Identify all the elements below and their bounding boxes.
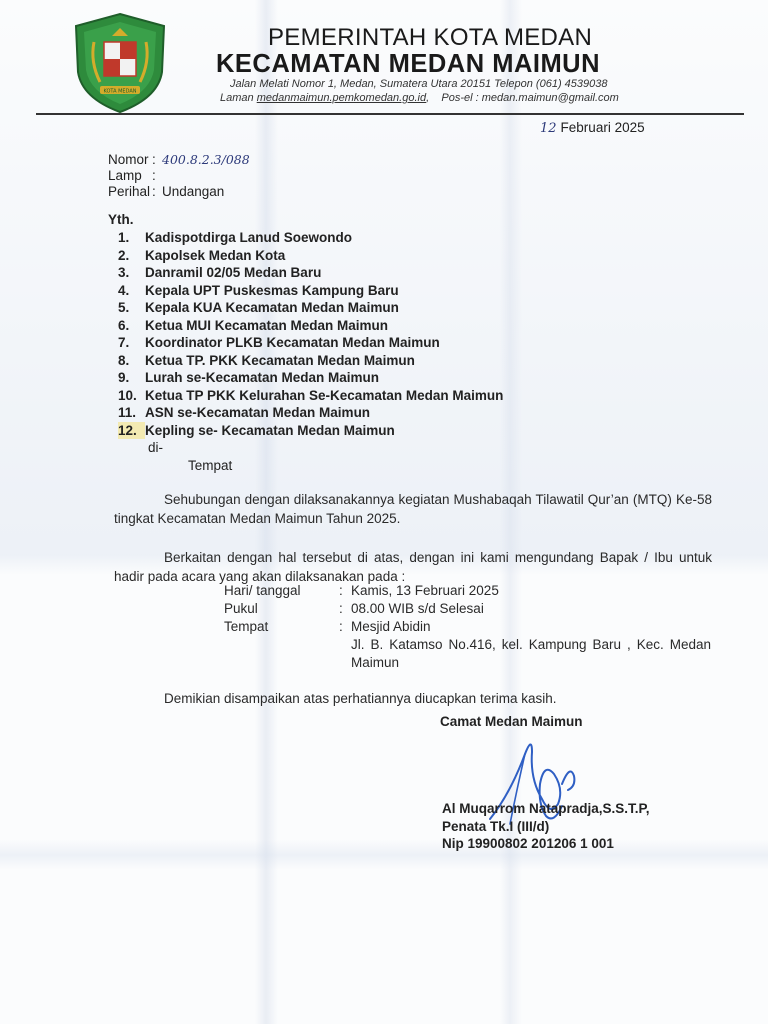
signatory-rank: Penata Tk.I (III/d): [442, 819, 550, 834]
email-address[interactable]: medan.maimun@gmail.com: [481, 92, 619, 104]
schedule-day-label: Hari/ tanggal: [224, 583, 301, 598]
recipient-list: [118, 229, 503, 439]
list-item: 7. Koordinator PLKB Kecamatan Medan Maimun: [118, 335, 440, 350]
logo-banner-text: KOTA MEDAN: [103, 88, 137, 95]
lamp-value: [162, 168, 250, 184]
body-paragraph-2: Berkaitan dengan hal tersebut di atas, dengan ini kami mengundang Bapak / Ibu untuk hadir pada acara yang akan dilaksanakan pada :: [114, 550, 712, 584]
list-item: 2. Kapolsek Medan Kota: [118, 247, 286, 263]
list-item: 4. Kepala UPT Puskesmas Kampung Baru: [118, 282, 399, 298]
schedule-place-value: Mesjid Abidin: [351, 619, 431, 634]
salutation: Yth.: [108, 212, 134, 227]
list-item: 11. ASN se-Kecamatan Medan Maimun: [118, 405, 371, 420]
list-item: 9. Lurah se-Kecamatan Medan Maimun: [118, 370, 380, 385]
event-schedule: Hari/ tanggal : Kamis, 13 Februari 2025 Pukul : 08.00 WIB s/d Selesai Tempat : Mesjid Abidin Jl. B. Katamso No.416, kel. Kampung Baru , Kec. Medan Maimun: [224, 583, 711, 670]
tempat-label: Tempat: [188, 458, 233, 473]
letterhead-divider: [36, 113, 744, 115]
letter-meta: Nomor : 400.8.2.3/088 Lamp : Perihal : Undangan: [108, 152, 250, 199]
closing-sentence: Demikian disampaikan atas perhatiannya diucapkan terima kasih.: [164, 691, 557, 706]
web-separator: ,: [426, 92, 430, 104]
di-label: di-: [148, 440, 164, 455]
list-item: 3. Danramil 02/05 Medan Baru: [118, 265, 322, 280]
list-item: 1. Kadispotdirga Lanud Soewondo: [118, 230, 352, 245]
city-emblem-logo: [70, 12, 170, 114]
handwritten-day: 12: [540, 121, 557, 136]
letterhead-government: PEMERINTAH KOTA MEDAN: [268, 24, 593, 51]
letterhead-address: Jalan Melati Nomor 1, Medan, Sumatera Utara 20151 Telepon (061) 4539038: [230, 78, 608, 90]
list-item: 12. Kepling se- Kecamatan Medan Maimun: [118, 422, 395, 438]
web-prefix: Laman: [220, 92, 257, 104]
perihal-label: Perihal: [108, 184, 151, 199]
email-label: Pos-el :: [441, 92, 482, 104]
signatory-nip: Nip 19900802 201206 1 001: [442, 836, 614, 851]
list-item: 5. Kepala KUA Kecamatan Medan Maimun: [118, 300, 399, 315]
letterhead-district: KECAMATAN MEDAN MAIMUN: [216, 50, 601, 78]
schedule-time-value: 08.00 WIB s/d Selesai: [351, 601, 484, 616]
schedule-place-address: Jl. B. Katamso No.416, kel. Kampung Baru , Kec. Medan Maimun: [351, 637, 711, 670]
signatory-name: Al Muqarrom Natapradja,S.S.T.P,: [442, 801, 650, 816]
list-item: 8. Ketua TP. PKK Kecamatan Medan Maimun: [118, 352, 415, 368]
list-item: 6. Ketua MUI Kecamatan Medan Maimun: [118, 317, 389, 333]
nomor-label: Nomor: [108, 152, 149, 167]
schedule-day-value: Kamis, 13 Februari 2025: [351, 583, 499, 598]
date-month-year: Februari 2025: [560, 120, 645, 135]
signatory-title: Camat Medan Maimun: [440, 714, 583, 729]
schedule-place-label: Tempat: [224, 619, 269, 634]
perihal-value: Undangan: [162, 184, 225, 199]
body-paragraph-1: Sehubungan dengan dilaksanakannya kegiatan Mushabaqah Tilawatil Qur’an (MTQ) Ke-58 tingkat Kecamatan Medan Maimun Tahun 2025.: [114, 492, 712, 526]
lamp-label: Lamp: [108, 168, 142, 183]
website-link[interactable]: medanmaimun.pemkomedan.go.id: [256, 92, 427, 104]
handwritten-signature: [470, 724, 600, 834]
letter-date: [540, 120, 645, 136]
nomor-value: 400.8.2.3/088: [162, 152, 250, 167]
list-item: 10. Ketua TP PKK Kelurahan Se-Kecamatan Medan Maimun: [118, 387, 504, 403]
letterhead-contact: [220, 92, 619, 104]
schedule-time-label: Pukul: [224, 601, 258, 616]
